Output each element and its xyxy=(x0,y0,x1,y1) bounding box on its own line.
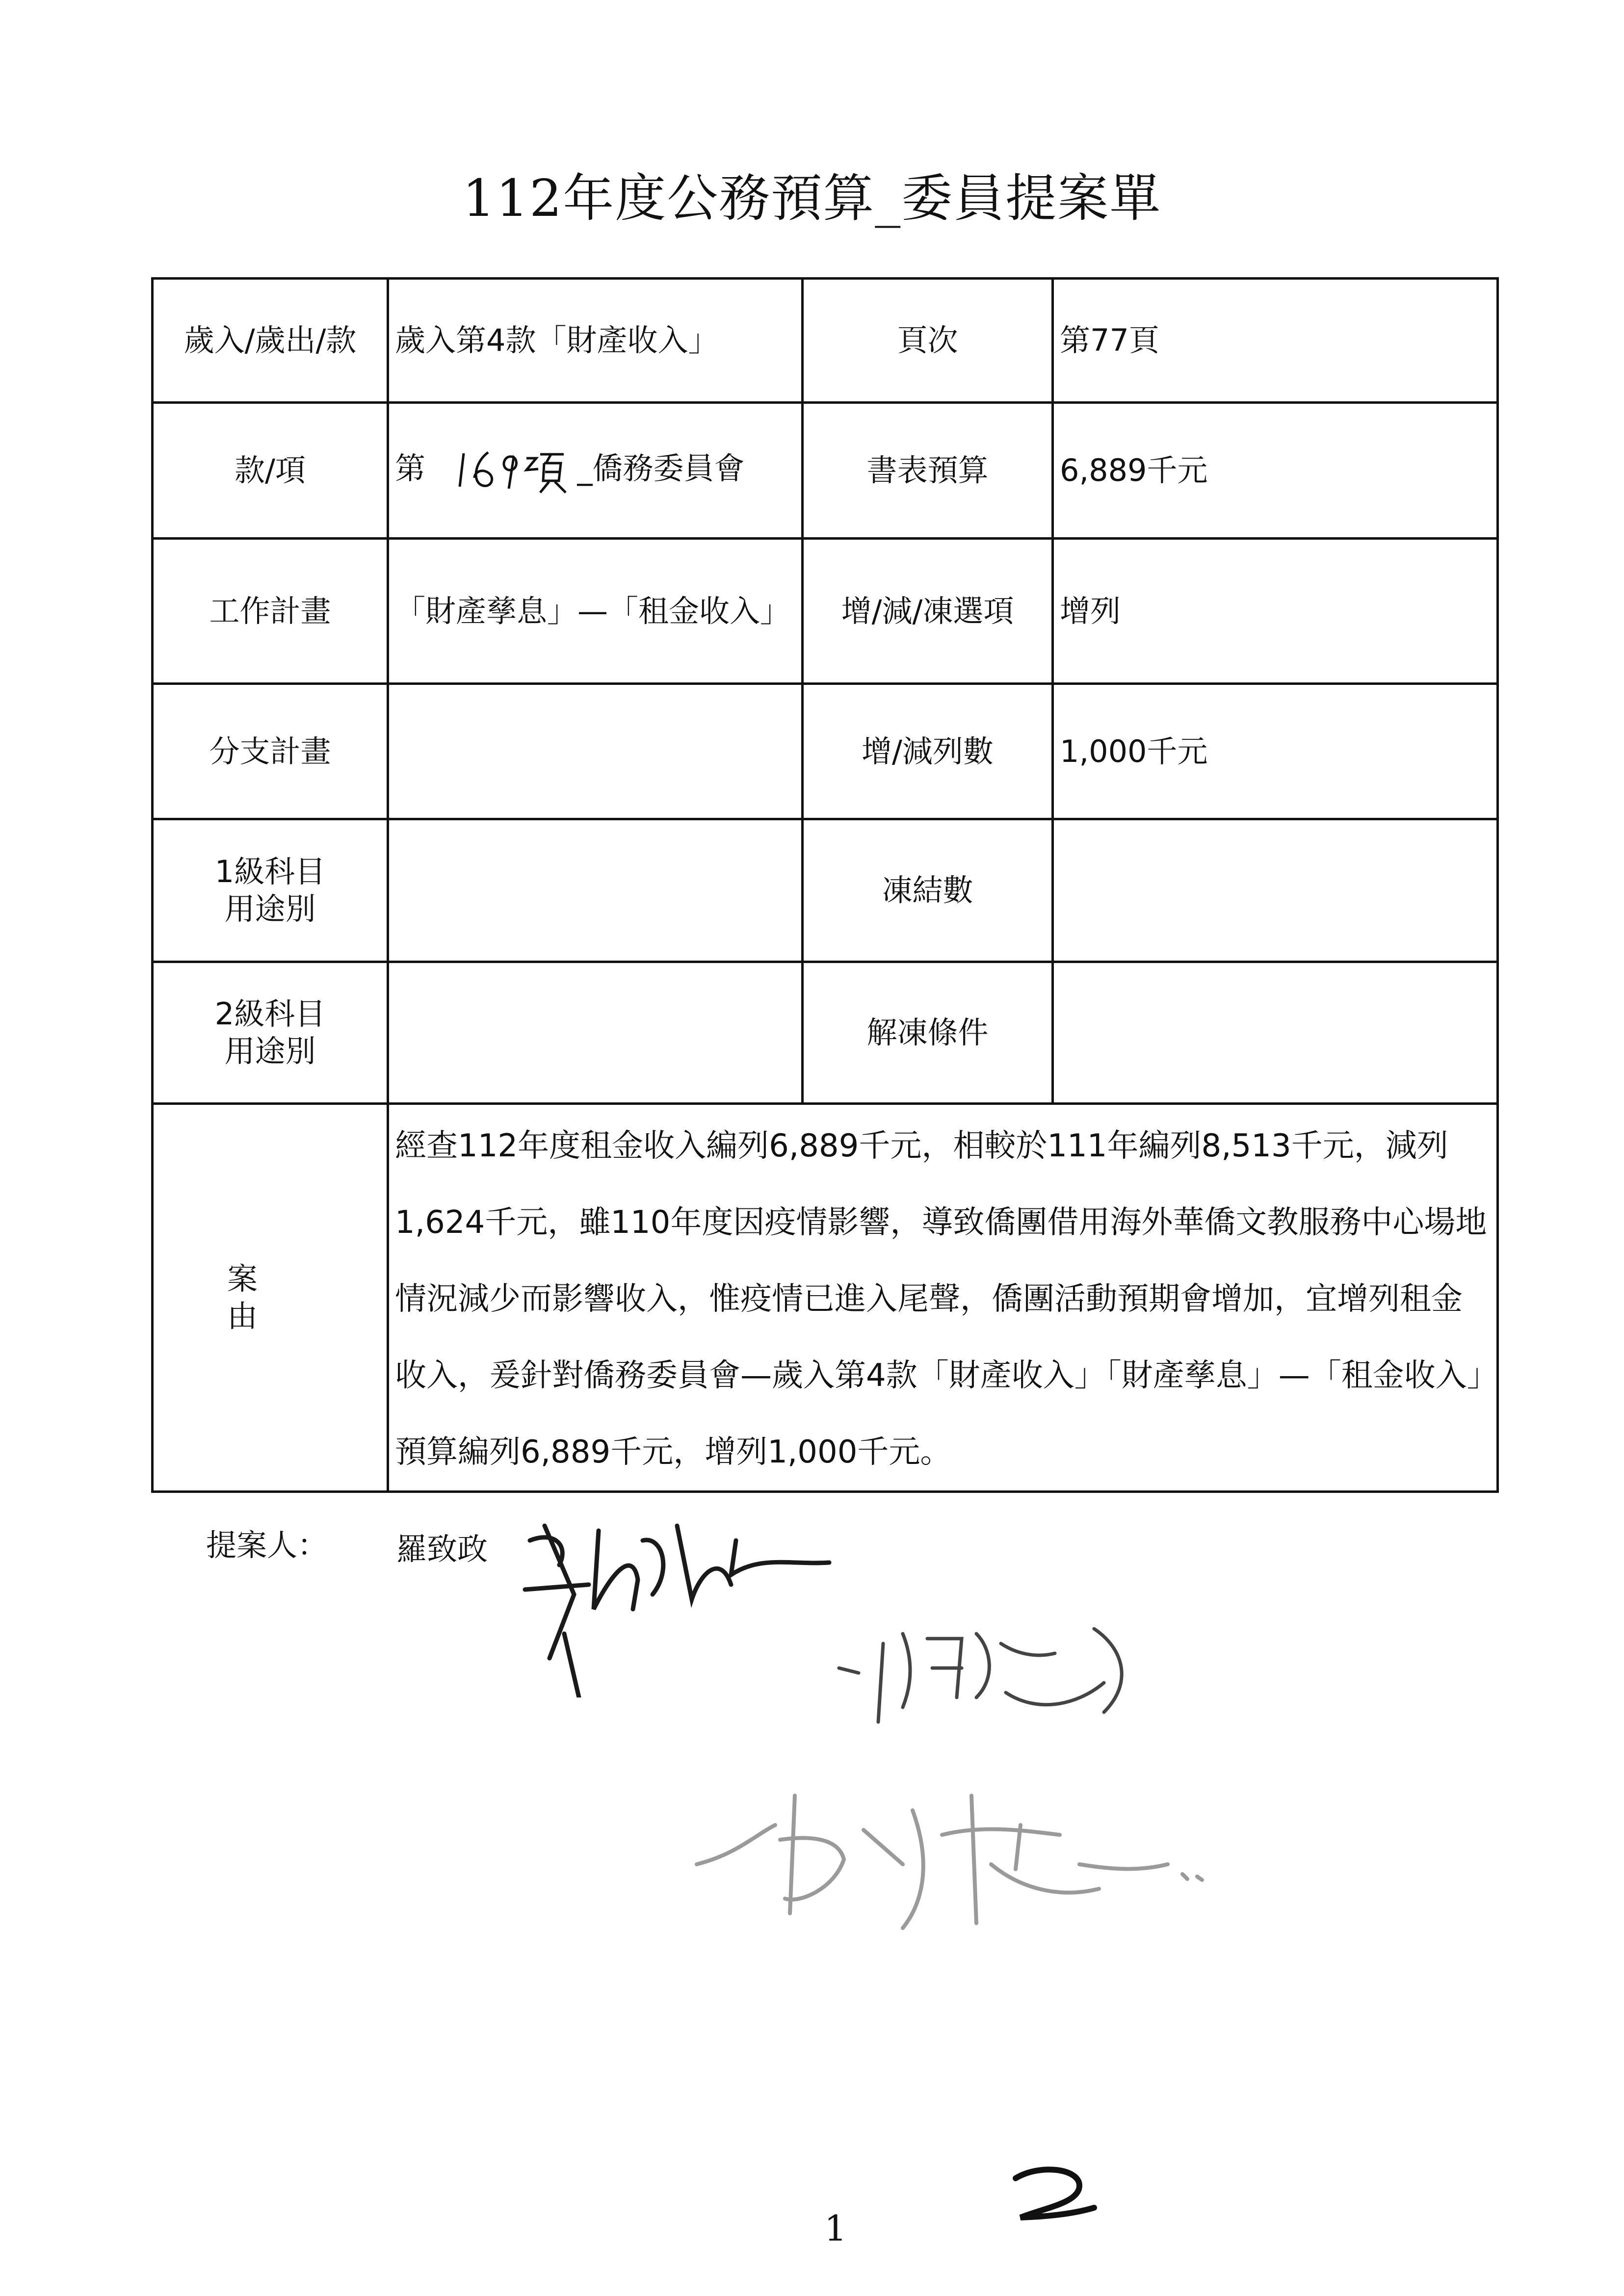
value-frozen-amount xyxy=(1053,819,1498,962)
value-revenue-type: 歲入第4款「財產收入」 xyxy=(388,279,803,403)
handwritten-item-number xyxy=(435,444,568,497)
page-number: 1 xyxy=(824,2208,847,2249)
label-reason: 案由 xyxy=(153,1104,388,1492)
proposal-form-table xyxy=(151,277,1499,1493)
value-change-amount: 1,000千元 xyxy=(1053,684,1498,819)
value-item xyxy=(388,403,803,539)
item-prefix: 第 xyxy=(395,450,426,487)
level2-subject-line2: 用途別 xyxy=(224,1033,316,1069)
label-branch-plan: 分支計畫 xyxy=(153,684,388,819)
document-title: 112年度公務預算_委員提案單 xyxy=(462,168,1162,228)
row-reason xyxy=(153,1104,1498,1492)
label-level1-subject xyxy=(153,819,388,962)
label-level2-subject xyxy=(153,962,388,1104)
label-revenue-type: 歲入/歲出/款 xyxy=(153,279,388,403)
level2-subject-line1: 2級科目 xyxy=(214,996,326,1032)
row-item xyxy=(153,403,1498,539)
level1-subject-line1: 1級科目 xyxy=(214,854,326,890)
label-frozen-amount: 凍結數 xyxy=(803,819,1053,962)
value-branch-plan xyxy=(388,684,803,819)
value-change-option: 增列 xyxy=(1053,539,1498,684)
signature-medium xyxy=(829,1585,1143,1732)
row-work-plan xyxy=(153,539,1498,684)
value-reason: 經查112年度租金收入編列6,889千元，相較於111年編列8,513千元，減列1,624千元，雖110年度因疫情影響，導致僑團借用海外華僑文教服務中心場地情況減少而影響收入，惟疫情已進入尾聲，僑團活動預期會增加，宜增列租金收入，爰針對僑務委員會—歲入第4款「財產收入」「財產孳息」—「租金收入」預算編列6,889千元，增列1,000千元。 xyxy=(388,1104,1498,1492)
label-work-plan: 工作計畫 xyxy=(153,539,388,684)
value-page: 第77頁 xyxy=(1053,279,1498,403)
label-page: 頁次 xyxy=(803,279,1053,403)
value-work-plan: 「財產孳息」—「租金收入」 xyxy=(388,539,803,684)
value-budget: 6,889千元 xyxy=(1053,403,1498,539)
row-level2-subject xyxy=(153,962,1498,1104)
label-change-option: 增/減/凍選項 xyxy=(803,539,1053,684)
item-suffix: _僑務委員會 xyxy=(577,450,745,487)
value-unfreeze-condition xyxy=(1053,962,1498,1104)
label-item: 款/項 xyxy=(153,403,388,539)
row-level1-subject xyxy=(153,819,1498,962)
value-level1-subject xyxy=(388,819,803,962)
handwritten-page-mark xyxy=(996,2159,1104,2232)
value-level2-subject xyxy=(388,962,803,1104)
label-budget: 書表預算 xyxy=(803,403,1053,539)
signature-light xyxy=(677,1766,1217,1953)
proposer-label: 提案人： xyxy=(206,1527,328,1563)
row-revenue-type xyxy=(153,279,1498,403)
signature-dark xyxy=(515,1511,859,1697)
label-unfreeze-condition: 解凍條件 xyxy=(803,962,1053,1104)
row-branch-plan xyxy=(153,684,1498,819)
level1-subject-line2: 用途別 xyxy=(224,891,316,927)
proposer-name: 羅致政 xyxy=(396,1531,488,1567)
label-change-amount: 增/減列數 xyxy=(803,684,1053,819)
